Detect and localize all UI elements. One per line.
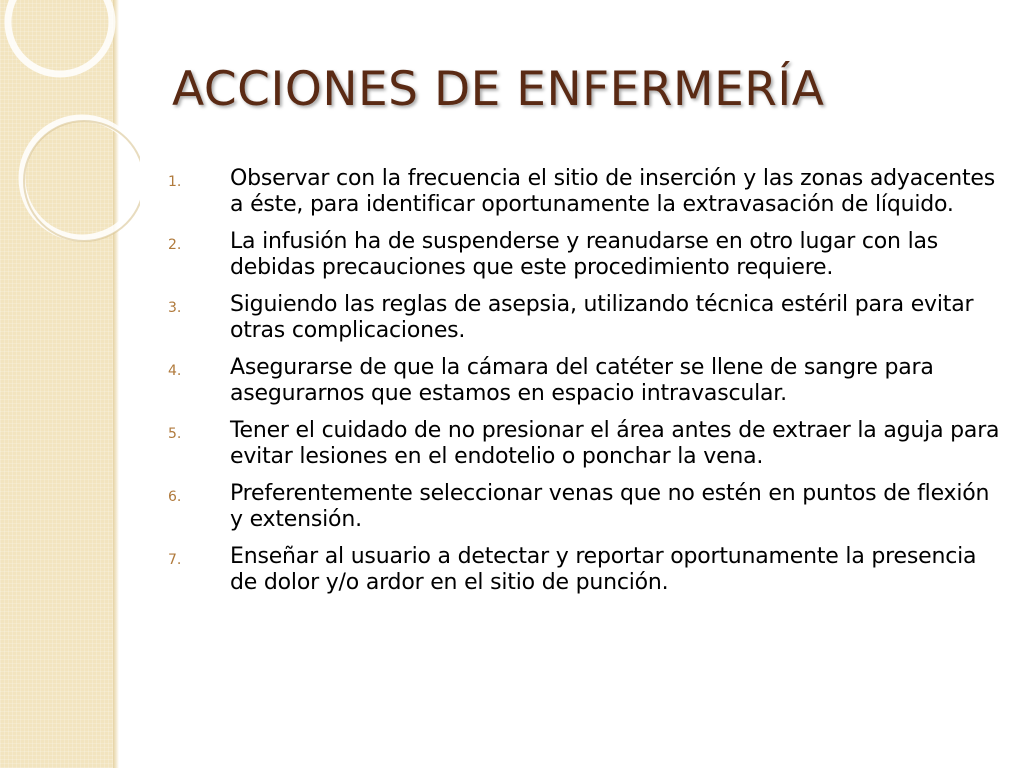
list-item-number: 5. bbox=[168, 426, 182, 442]
list-item-7 bbox=[160, 544, 1000, 596]
nursing-actions-list bbox=[160, 166, 1000, 607]
list-item-5 bbox=[160, 418, 1000, 470]
list-item-3 bbox=[160, 292, 1000, 344]
slide-title: ACCIONES DE ENFERMERÍA bbox=[172, 62, 825, 117]
list-item-text: Asegurarse de que la cámara del catéter se llene de sangre para asegurarnos que estamos en espacio intravascular. bbox=[230, 355, 934, 406]
list-item-text: Siguiendo las reglas de asepsia, utilizando técnica estéril para evitar otras complicaciones. bbox=[230, 292, 974, 343]
list-item-6 bbox=[160, 481, 1000, 533]
decorative-ring-top bbox=[8, 0, 112, 74]
list-item-text: Tener el cuidado de no presionar el área antes de extraer la aguja para evitar lesiones en el endotelio o ponchar la vena. bbox=[230, 418, 1000, 469]
list-item-number: 4. bbox=[168, 363, 182, 379]
list-item-number: 3. bbox=[168, 300, 182, 316]
list-item-number: 6. bbox=[168, 489, 182, 505]
list-item-number: 1. bbox=[168, 174, 182, 190]
list-item-text: Observar con la frecuencia el sitio de inserción y las zonas adyacentes a éste, para identificar oportunamente la extravasación de líquido. bbox=[230, 166, 995, 217]
list-item-number: 2. bbox=[168, 237, 182, 253]
list-item-text: Enseñar al usuario a detectar y reportar oportunamente la presencia de dolor y/o ardor en el sitio de punción. bbox=[230, 544, 977, 595]
list-item-1 bbox=[160, 166, 1000, 218]
decorative-rings bbox=[0, 0, 140, 300]
list-item-2 bbox=[160, 229, 1000, 281]
list-item-number: 7. bbox=[168, 552, 182, 568]
list-item-text: La infusión ha de suspenderse y reanudarse en otro lugar con las debidas precauciones que este procedimiento requiere. bbox=[230, 229, 939, 280]
list-item-4 bbox=[160, 355, 1000, 407]
list-item-text: Preferentemente seleccionar venas que no estén en puntos de flexión y extensión. bbox=[230, 481, 990, 532]
